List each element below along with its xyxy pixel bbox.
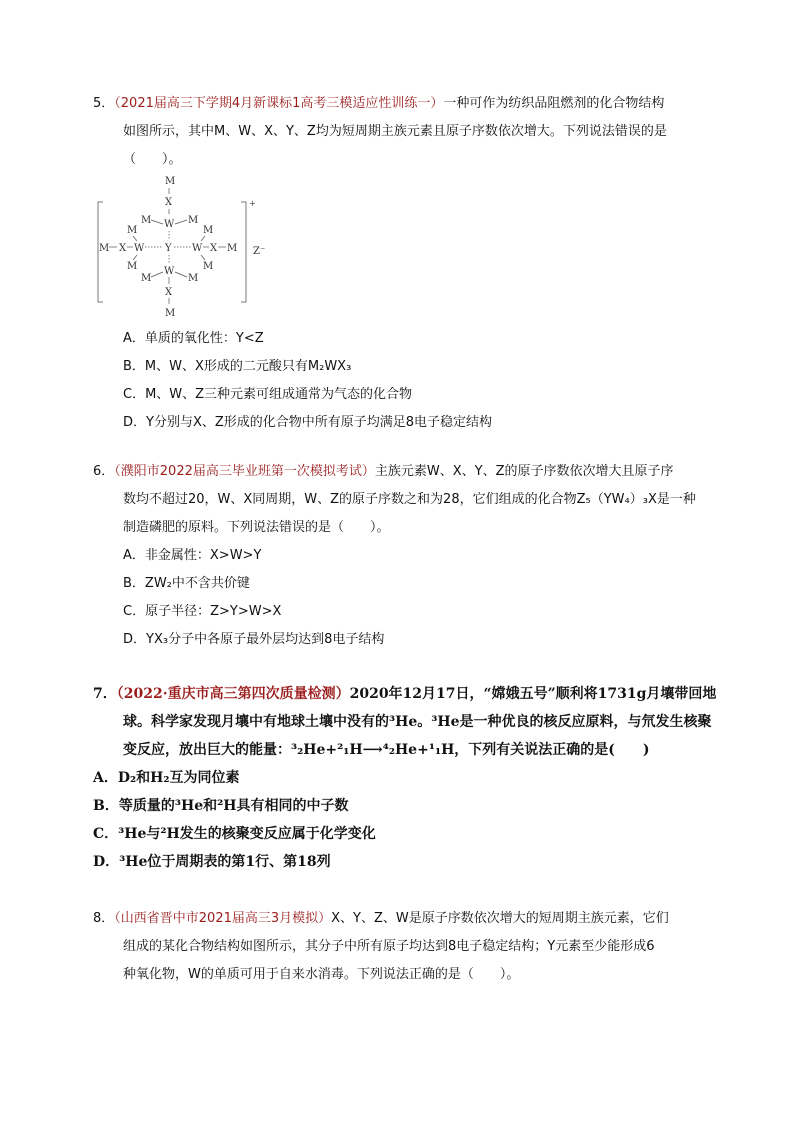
svg-text:M: M bbox=[141, 215, 152, 226]
svg-text:+: + bbox=[249, 199, 256, 208]
question-7-line-1 bbox=[93, 680, 717, 708]
svg-text:X: X bbox=[119, 243, 127, 254]
option-d[interactable]: D．Y分别与X、Z形成的化合物中所有原子均满足8电子稳定结构 bbox=[123, 415, 493, 430]
option-a[interactable]: A．D₂和H₂互为同位素 bbox=[93, 770, 240, 786]
svg-text:M: M bbox=[165, 176, 176, 187]
option-c[interactable]: C．原子半径：Z>Y>W>X bbox=[123, 604, 282, 619]
question-8-line-2: 组成的某化合物结构如图所示，其分子中所有原子均达到8电子稳定结构；Y元素至少能形成6 bbox=[123, 939, 655, 954]
question-6-line-1 bbox=[93, 458, 713, 486]
question-text: 主族元素W、X、Y、Z的原子序数依次增大且原子序 bbox=[374, 464, 674, 479]
question-text: 一种可作为纺织品阻燃剂的化合物结构 bbox=[443, 96, 665, 111]
svg-text:W: W bbox=[192, 243, 203, 254]
svg-text:M: M bbox=[203, 261, 214, 272]
question-7 bbox=[93, 680, 717, 876]
question-number: 8． bbox=[93, 911, 115, 926]
question-6-line-3: 制造磷肥的原料。下列说法错误的是（ ）。 bbox=[123, 520, 390, 535]
question-5-line-3: （ ）。 bbox=[123, 152, 182, 167]
svg-text:X: X bbox=[165, 197, 173, 208]
question-6-line-2: 数均不超过20，W、X同周期，W、Z的原子序数之和为28，它们组成的化合物Z₅（YW₄）₃X是一种 bbox=[123, 492, 696, 507]
svg-text:M: M bbox=[127, 261, 138, 272]
question-source: （2021届高三下学期4月新课标1高考三模适应性训练一） bbox=[114, 96, 444, 111]
svg-text:M: M bbox=[99, 243, 110, 254]
option-d[interactable]: D．³He位于周期表的第1行、第18列 bbox=[93, 854, 331, 870]
option-a[interactable]: A．非金属性：X>W>Y bbox=[123, 548, 262, 563]
svg-text:M: M bbox=[141, 273, 152, 284]
svg-text:M: M bbox=[227, 243, 238, 254]
svg-text:Y: Y bbox=[165, 243, 172, 254]
option-c[interactable]: C．³He与²H发生的核聚变反应属于化学变化 bbox=[93, 826, 376, 842]
question-8-line-1 bbox=[93, 905, 713, 933]
option-c[interactable]: C．M、W、Z三种元素可组成通常为气态的化合物 bbox=[123, 387, 413, 402]
question-8 bbox=[93, 905, 713, 989]
svg-text:W: W bbox=[134, 243, 145, 254]
question-number: 6． bbox=[93, 464, 115, 479]
svg-text:M: M bbox=[203, 225, 214, 236]
question-source: （濮阳市2022届高三毕业班第一次模拟考试） bbox=[114, 464, 375, 479]
question-5-line-2: 如图所示，其中M、W、X、Y、Z均为短周期主族元素且原子序数依次增大。下列说法错误的是 bbox=[123, 124, 667, 139]
question-source: （2022·重庆市高三第四次质量检测） bbox=[116, 686, 350, 702]
svg-text:W: W bbox=[164, 266, 175, 277]
svg-text:X: X bbox=[165, 287, 173, 298]
option-d[interactable]: D．YX₃分子中各原子最外层均达到8电子结构 bbox=[123, 632, 385, 647]
question-number: 5． bbox=[93, 96, 115, 111]
svg-text:M: M bbox=[127, 225, 138, 236]
question-5 bbox=[93, 90, 713, 174]
option-a[interactable]: A．单质的氧化性：Y<Z bbox=[123, 331, 264, 346]
question-6 bbox=[93, 458, 713, 654]
question-text: X、Y、Z、W是原子序数依次增大的短周期主族元素，它们 bbox=[331, 911, 669, 926]
svg-text:W: W bbox=[164, 219, 175, 230]
svg-text:M: M bbox=[188, 273, 199, 284]
molecule-structure-figure bbox=[93, 170, 293, 320]
question-7-line-2: 球。科学家发现月壤中有地球土壤中没有的³He。³He是一种优良的核反应原料，与氘发生核聚 bbox=[123, 714, 712, 730]
question-number: 7． bbox=[93, 686, 117, 702]
svg-text:X: X bbox=[210, 243, 218, 254]
option-b[interactable]: B．M、W、X形成的二元酸只有M₂WX₃ bbox=[123, 359, 352, 374]
question-source: （山西省晋中市2021届高三3月模拟） bbox=[114, 911, 332, 926]
option-b[interactable]: B．ZW₂中不含共价键 bbox=[123, 576, 250, 591]
question-5-line-1 bbox=[93, 90, 713, 118]
question-5-options bbox=[93, 325, 713, 437]
counter-ion-label: Z⁻ bbox=[253, 246, 266, 257]
svg-text:M: M bbox=[165, 308, 176, 319]
question-8-line-3: 种氧化物，W的单质可用于自来水消毒。下列说法正确的是（ ）。 bbox=[123, 967, 520, 982]
svg-text:M: M bbox=[188, 215, 199, 226]
option-b[interactable]: B．等质量的³He和²H具有相同的中子数 bbox=[93, 798, 349, 814]
question-text: 2020年12月17日，“嫦娥五号”顺利将1731g月壤带回地 bbox=[349, 686, 717, 702]
question-7-line-3: 变反应，放出巨大的能量：³₂He+²₁H⟶⁴₂He+¹₁H，下列有关说法正确的是( ) bbox=[123, 742, 650, 758]
